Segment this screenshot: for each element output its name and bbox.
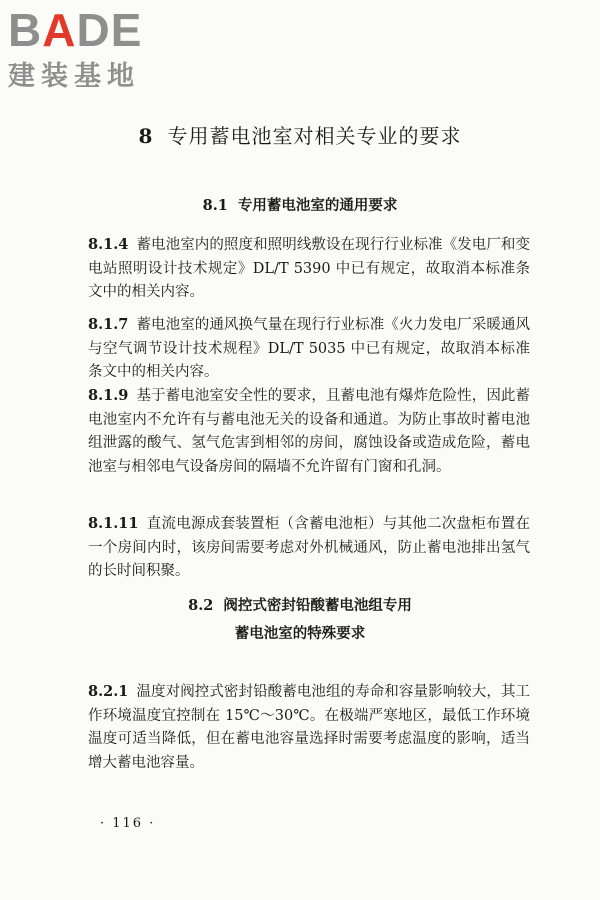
brand-logo-text: BADE [8,4,143,56]
clause-8-2-1 [88,680,530,775]
clause-number: 8.1.7 [88,316,129,333]
clause-text: 蓄电池室的通风换气量在现行行业标准《火力发电厂采暖通风与空气调节设计技术规程》DL/T 5035 中已有规定，故取消本标准条文中的相关内容。 [88,317,530,381]
clause-number: 8.1.11 [88,515,139,532]
clause-text: 基于蓄电池室安全性的要求，且蓄电池有爆炸危险性，因此蓄电池室内不允许有与蓄电池无关的设备和通道。为防止事故时蓄电池组泄露的酸气、氢气危害到相邻的房间，腐蚀设备或造成危险，蓄电池室与相邻电气设备房间的隔墙不允许留有门窗和孔洞。 [88,388,530,475]
watermark-logo [8,6,142,94]
section-8-1-title: 8.1 专用蓄电池室的通用要求 [202,197,398,214]
section-8-2-title: 8.2 阀控式密封铅酸蓄电池组专用 蓄电池室的特殊要求 [188,597,412,642]
clause-8-1-4 [88,233,530,305]
clause-8-1-11 [88,512,530,584]
clause-text: 直流电源成套装置柜（含蓄电池柜）与其他二次盘柜布置在一个房间内时，该房间需要考虑对外机械通风，防止蓄电池排出氢气的长时间积聚。 [88,516,530,580]
clause-number: 8.1.9 [88,387,129,404]
page-number: · 116 · [100,816,156,831]
chapter-title-text: 专用蓄电池室对相关专业的要求 [167,124,462,148]
clause-text: 温度对阀控式密封铅酸蓄电池组的寿命和容量影响较大，其工作环境温度宜控制在 15℃～30℃。在极端严寒地区，最低工作环境温度可适当降低，但在蓄电池容量选择时需要考虑温度的影响，适当增大蓄电池容量。 [88,684,530,771]
chapter-number: 8 [138,124,154,148]
brand-subtitle: 建装基地 [8,61,140,92]
clause-8-1-9 [88,384,530,479]
clause-text: 蓄电池室内的照度和照明线敷设在现行行业标准《发电厂和变电站照明设计技术规定》DL/T 5390 中已有规定，故取消本标准条文中的相关内容。 [88,237,530,301]
clause-8-1-7 [88,313,530,385]
clause-number: 8.2.1 [88,683,129,700]
chapter-title [0,120,600,149]
clause-number: 8.1.4 [88,236,129,253]
